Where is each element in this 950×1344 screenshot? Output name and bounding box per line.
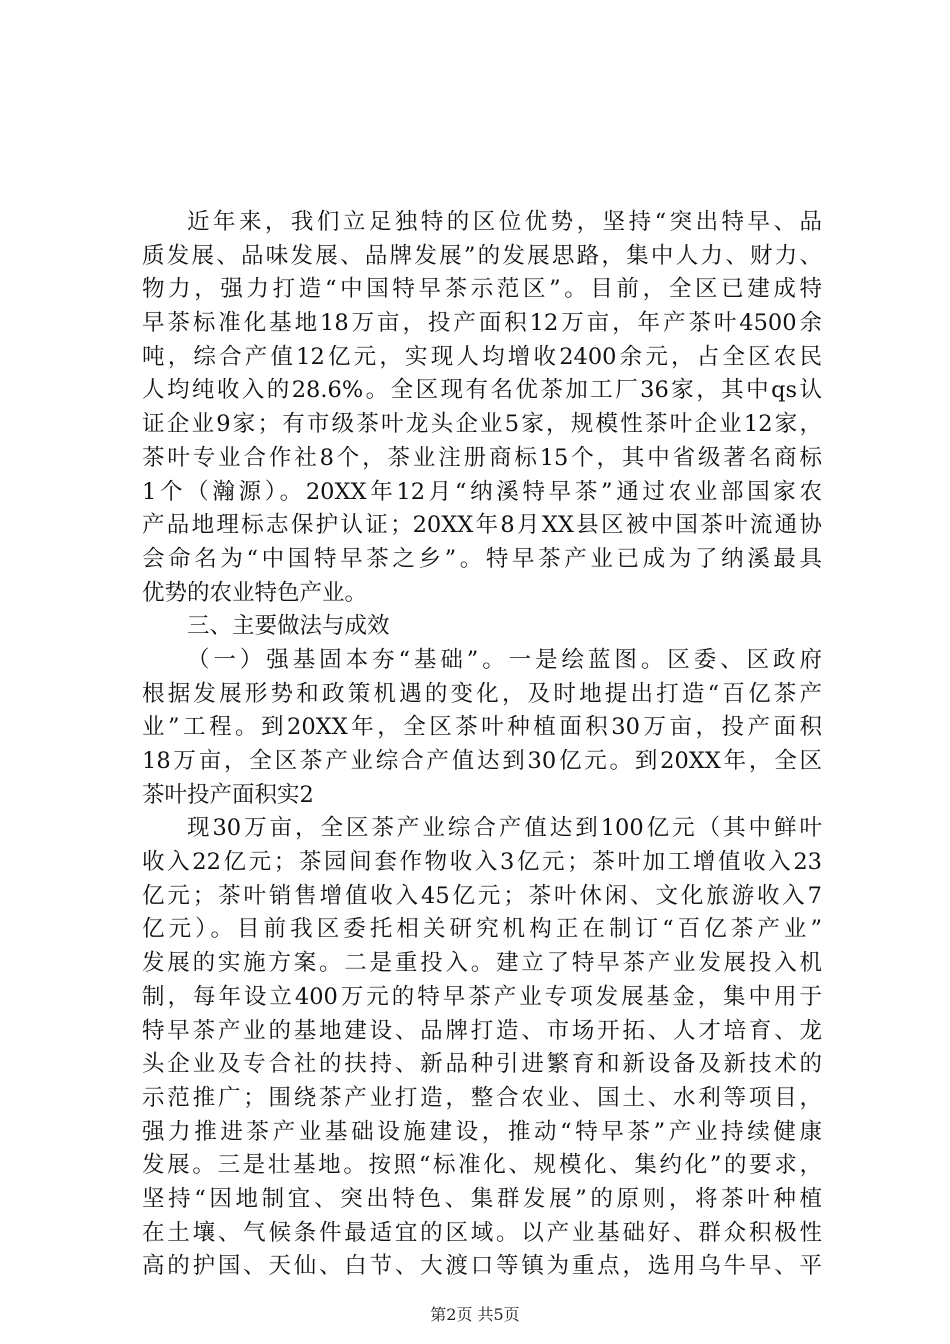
paragraph-line: 收入22亿元；茶园间套作物收入3亿元；茶叶加工增值收入23 — [142, 849, 822, 876]
paragraph-line: 18万亩，全区茶产业综合产值达到30亿元。到20XX年，全区 — [142, 748, 822, 774]
page-footer: 第2页 共5页 — [430, 1305, 520, 1324]
paragraph-line: 现30万亩，全区茶产业综合产值达到100亿元（其中鲜叶 — [187, 815, 822, 842]
paragraph-line: 坚持“因地制宜、突出特色、集群发展”的原则，将茶叶种植 — [142, 1185, 822, 1212]
paragraph-line: 示范推广；围绕茶产业打造，整合农业、国土、水利等项目， — [142, 1084, 822, 1111]
paragraph-line: 制，每年设立400万元的特早茶产业专项发展基金，集中用于 — [142, 983, 822, 1010]
subsection-line: （一）强基固本夯“基础”。一是绘蓝图。区委、区政府 — [187, 646, 822, 673]
paragraph-line: 茶叶投产面积实2 — [142, 781, 314, 808]
paragraph-line: 产品地理标志保护认证；20XX年8月XX县区被中国茶叶流通协 — [142, 512, 822, 539]
paragraph-line: 亿元；茶叶销售增值收入45亿元；茶叶休闲、文化旅游收入7 — [142, 882, 822, 909]
paragraph-line: 亿元）。目前我区委托相关研究机构正在制订“百亿茶产业” — [142, 916, 822, 943]
paragraph-line: 特早茶产业的基地建设、品牌打造、市场开拓、人才培育、龙 — [142, 1017, 822, 1044]
paragraph-line: 证企业9家；有市级茶叶龙头企业5家，规模性茶叶企业12家， — [142, 411, 822, 438]
paragraph-line: 发展。三是壮基地。按照“标准化、规模化、集约化”的要求， — [142, 1152, 822, 1179]
body-text — [142, 206, 822, 1284]
paragraph-line: 早茶标准化基地18万亩，投产面积12万亩，年产茶叶4500余 — [142, 310, 822, 337]
paragraph-line: 根据发展形势和政策机遇的变化，及时地提出打造“百亿茶产 — [142, 680, 822, 707]
paragraph-line: 吨，综合产值12亿元，实现人均增收2400余元，占全区农民 — [142, 343, 822, 370]
paragraph-line: 头企业及专合社的扶持、新品种引进繁育和新设备及新技术的 — [142, 1051, 822, 1078]
paragraph-line: 高的护国、天仙、白节、大渡口等镇为重点，选用乌牛早、平 — [142, 1253, 822, 1280]
paragraph-line: 茶叶专业合作社8个，茶业注册商标15个，其中省级著名商标 — [142, 444, 822, 471]
paragraph-line: 物力，强力打造“中国特早茶示范区”。目前，全区已建成特 — [142, 276, 822, 303]
section-heading: 三、主要做法与成效 — [187, 613, 390, 640]
paragraph-line: 发展的实施方案。二是重投入。建立了特早茶产业发展投入机 — [142, 950, 822, 977]
paragraph-line: 强力推进茶产业基础设施建设，推动“特早茶”产业持续健康 — [142, 1118, 822, 1145]
paragraph-line: 在土壤、气候条件最适宜的区域。以产业基础好、群众积极性 — [142, 1219, 822, 1246]
paragraph-line: 1个（瀚源）。20XX年12月“纳溪特早茶”通过农业部国家农 — [142, 478, 822, 505]
paragraph-line: 近年来，我们立足独特的区位优势，坚持“突出特早、品 — [187, 209, 822, 235]
paragraph-line: 业”工程。到20XX年，全区茶叶种植面积30万亩，投产面积 — [142, 714, 822, 741]
paragraph-line: 质发展、品味发展、品牌发展”的发展思路，集中人力、财力、 — [142, 242, 822, 269]
paragraph-line: 会命名为“中国特早茶之乡”。特早茶产业已成为了纳溪最具 — [142, 545, 822, 572]
paragraph-line: 人均纯收入的28.6%。全区现有名优茶加工厂36家，其中qs认 — [142, 377, 822, 404]
paragraph-line: 优势的农业特色产业。 — [142, 579, 368, 606]
